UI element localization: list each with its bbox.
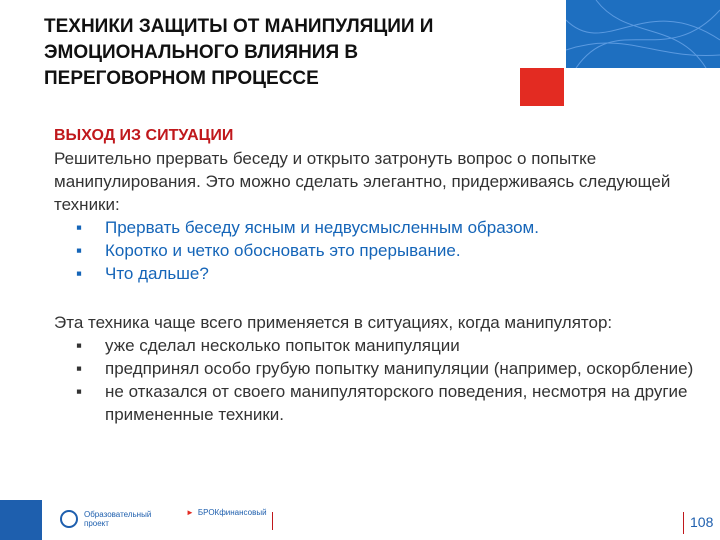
education-project-logo [60, 510, 164, 528]
arrow-icon: ► [186, 508, 194, 517]
usage-paragraph: Эта техника чаще всего применяется в ситуациях, когда манипулятор: [54, 313, 613, 332]
decorative-curves [566, 0, 720, 68]
list-item: ▪ не отказался от своего манипуляторского поведения, несмотря на другие примененные техники. [76, 380, 694, 426]
decorative-red-block [520, 68, 564, 106]
list-item: ▪ уже сделал несколько попыток манипуляции [76, 334, 694, 357]
logo2-text: БРОКфинансовый [197, 508, 267, 517]
main-content [54, 124, 694, 426]
partner-logo [186, 508, 268, 517]
technique-steps-list [54, 216, 694, 285]
list-item: ▪ Прервать беседу ясным и недвусмысленным образом. [76, 216, 694, 239]
footer-blue-block [0, 500, 42, 540]
page-number: 108 [690, 514, 714, 530]
title-line-1: ТЕХНИКИ ЗАЩИТЫ ОТ МАНИПУЛЯЦИИ И [44, 16, 434, 37]
footer-divider [272, 512, 273, 530]
title-line-2: ЭМОЦИОНАЛЬНОГО ВЛИЯНИЯ В [44, 42, 359, 63]
section-heading: ВЫХОД ИЗ СИТУАЦИИ [54, 127, 234, 144]
spacer [54, 285, 694, 311]
list-item: ▪ Что дальше? [76, 262, 694, 285]
logo1-text: Образовательный проект [84, 510, 152, 528]
title-line-3: ПЕРЕГОВОРНОМ ПРОЦЕССЕ [44, 68, 319, 89]
list-item: ▪ Коротко и четко обосновать это прерывание. [76, 239, 694, 262]
conditions-list [54, 334, 694, 426]
intro-paragraph: Решительно прервать беседу и открыто затронуть вопрос о попытке манипулирования. Это можно сделать элегантно, придерживаясь следующей техники: [54, 149, 671, 214]
page-number-divider [683, 512, 684, 534]
page-title [44, 14, 514, 92]
globe-icon [60, 510, 78, 528]
list-item: ▪ предпринял особо грубую попытку манипуляции (например, оскорбление) [76, 357, 694, 380]
footer [0, 500, 720, 540]
decorative-blue-block [566, 0, 720, 68]
